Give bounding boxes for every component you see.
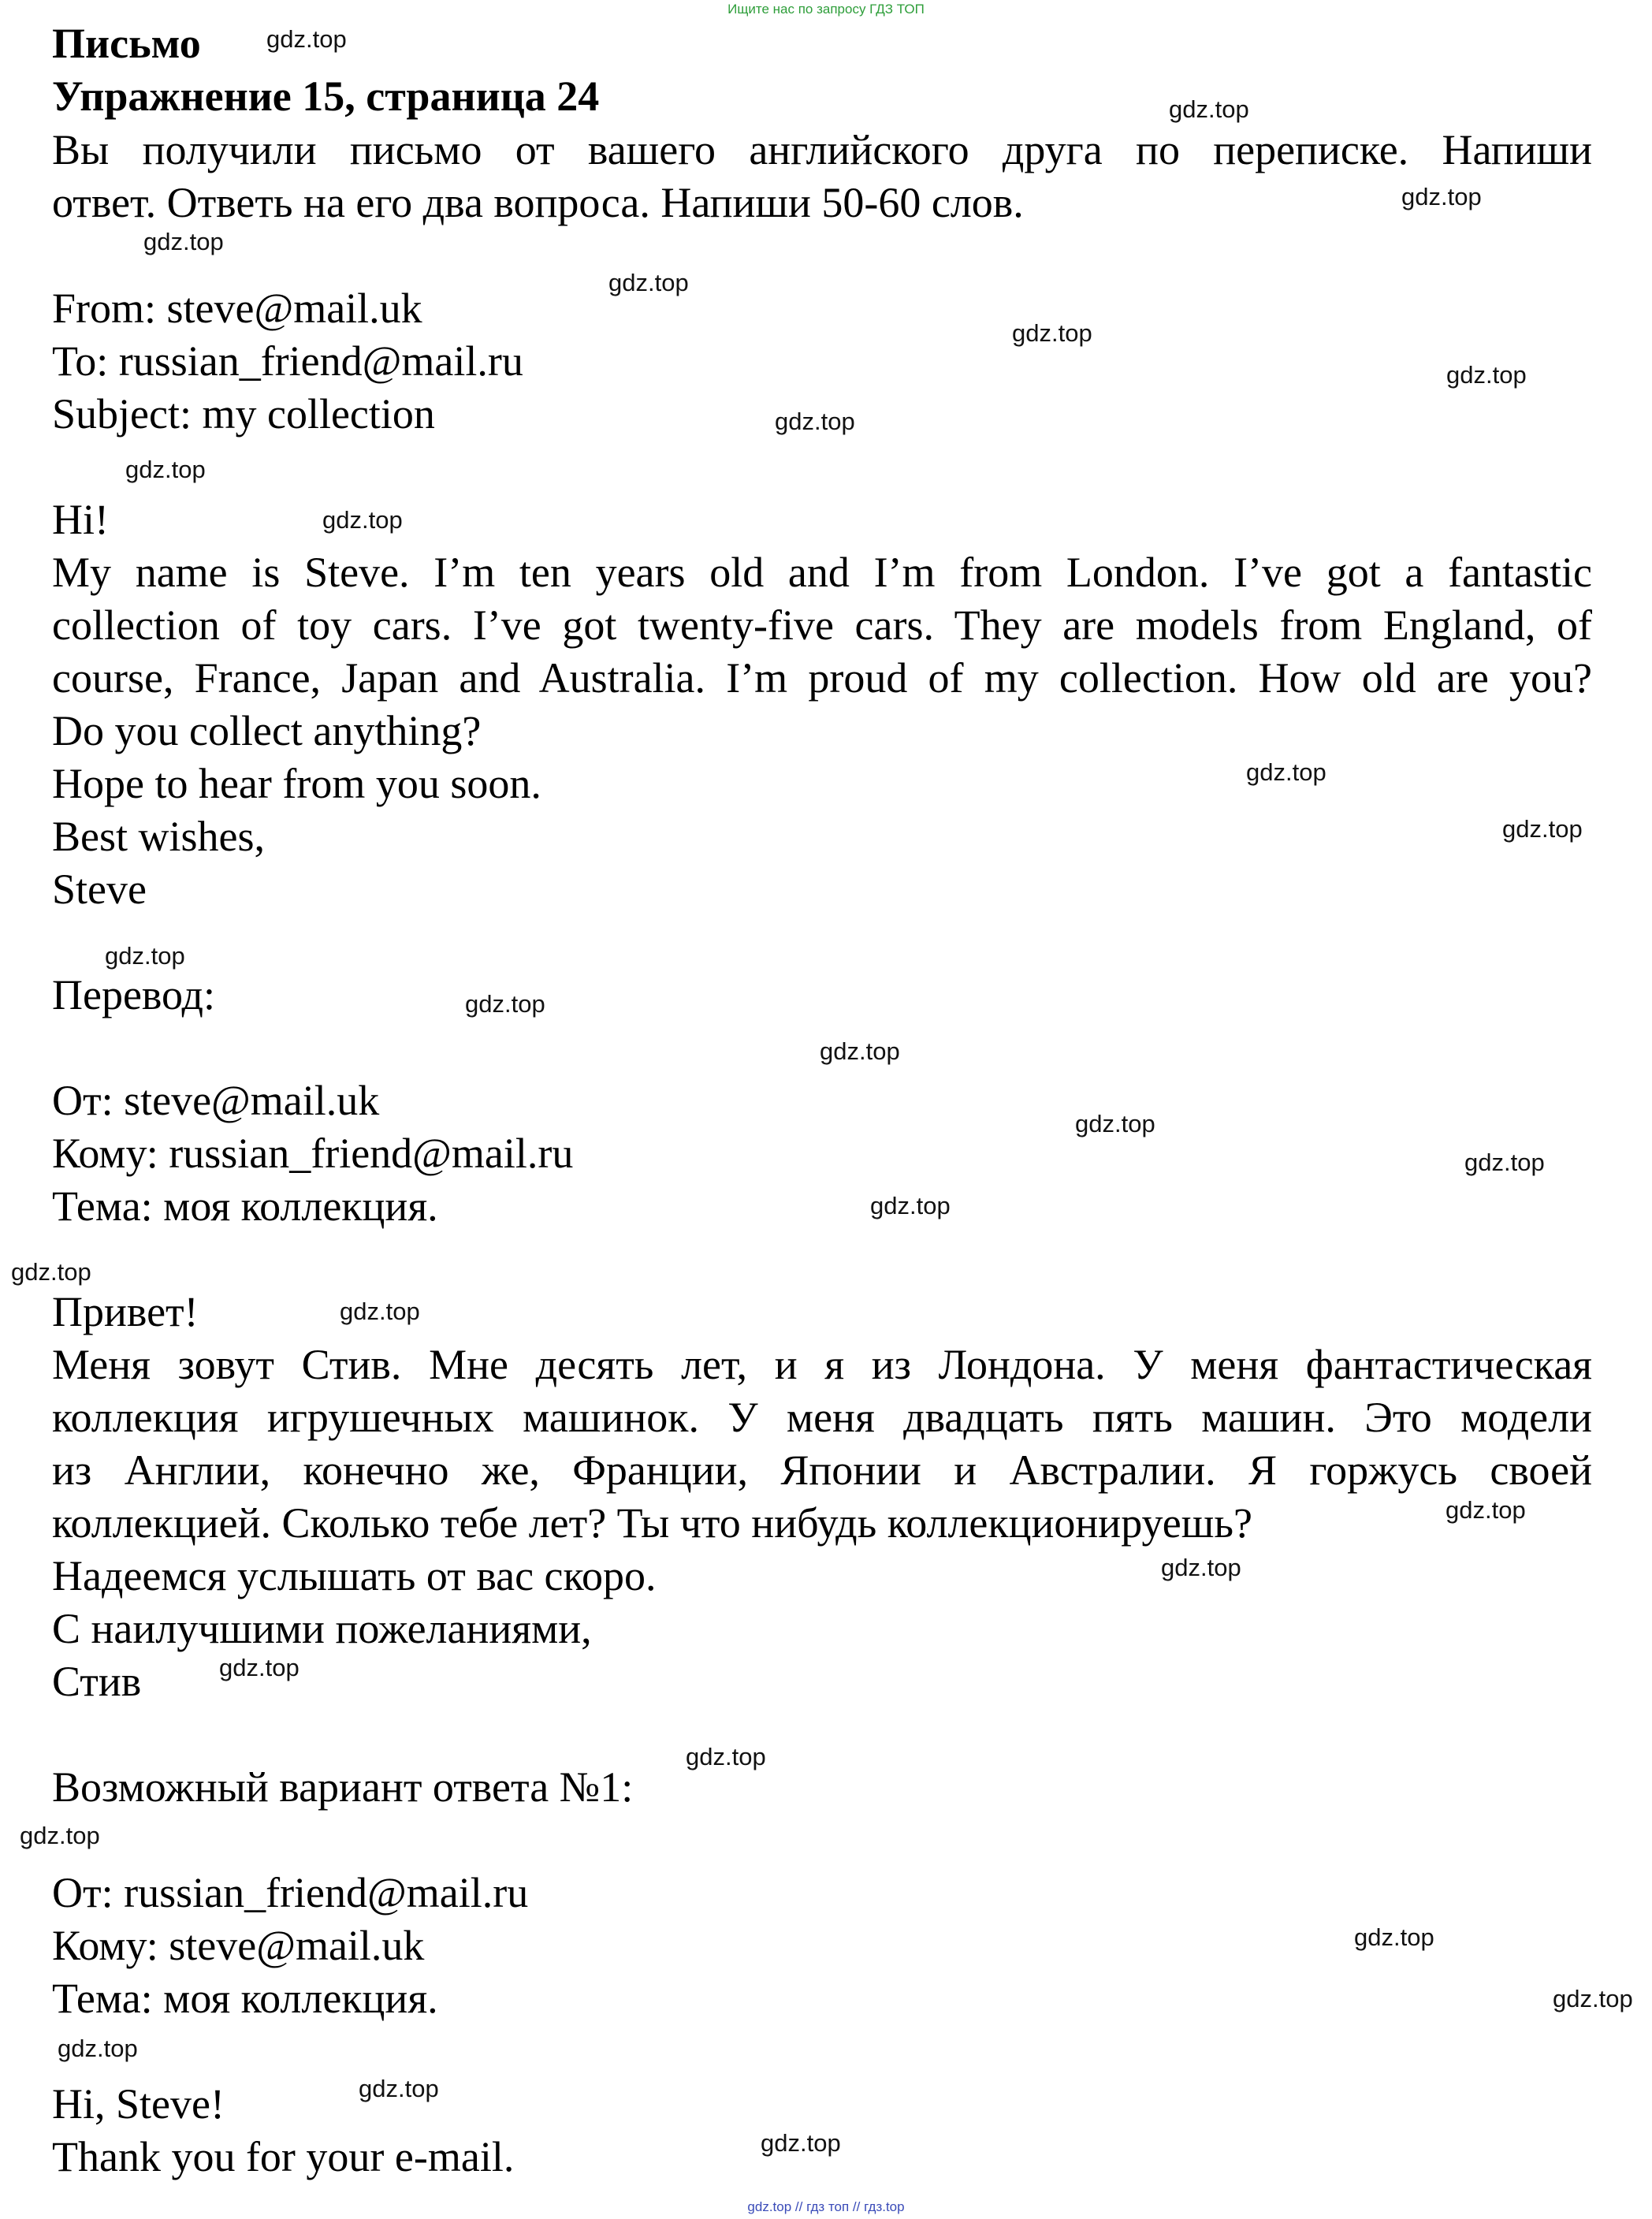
watermark: gdz.top	[1354, 1923, 1434, 1951]
watermark: gdz.top	[322, 506, 403, 534]
answer-greeting: Hi, Steve!	[52, 2080, 225, 2128]
watermark: gdz.top	[775, 408, 855, 435]
watermark: gdz.top	[1464, 1149, 1545, 1176]
email-en-body-line: My name is Steve. I’m ten years old and I’m from London. I’ve got a fantastic	[52, 549, 1592, 596]
watermark: gdz.top	[20, 1822, 100, 1849]
watermark: gdz.top	[608, 269, 689, 296]
watermark: gdz.top	[761, 2129, 841, 2157]
email-ru-closing: Надеемся услышать от вас скоро.	[52, 1552, 657, 1599]
watermark: gdz.top	[1161, 1554, 1241, 1581]
email-ru-body-line: Меня зовут Стив. Мне десять лет, и я из Лондона. У меня фантастическая	[52, 1341, 1592, 1388]
page-title: Письмо	[52, 20, 201, 67]
email-ru-body-line: коллекцией. Сколько тебе лет? Ты что нибудь коллекционируешь?	[52, 1499, 1252, 1547]
watermark: gdz.top	[11, 1258, 91, 1286]
watermark: gdz.top	[1446, 1496, 1526, 1524]
email-en-signoff: Best wishes,	[52, 813, 265, 860]
watermark: gdz.top	[820, 1037, 900, 1065]
email-en-name: Steve	[52, 866, 147, 913]
watermark: gdz.top	[1502, 815, 1583, 843]
watermark: gdz.top	[1169, 95, 1249, 123]
email-en-body	[52, 546, 1592, 758]
email-en-body-line: Do you collect anything?	[52, 707, 482, 754]
email-ru-subject: Тема: моя коллекция.	[52, 1182, 438, 1230]
watermark: gdz.top	[359, 2075, 439, 2102]
email-ru-to: Кому: russian_friend@mail.ru	[52, 1130, 574, 1177]
translation-label: Перевод:	[52, 971, 215, 1018]
watermark: gdz.top	[1075, 1110, 1155, 1137]
answer-from: От: russian_friend@mail.ru	[52, 1869, 529, 1916]
email-en-greeting: Hi!	[52, 496, 109, 543]
answer-subject: Тема: моя коллекция.	[52, 1975, 438, 2022]
email-en-body-line: collection of toy cars. I’ve got twenty-five cars. They are models from England, of	[52, 601, 1592, 649]
answer-line: Thank you for your e-mail.	[52, 2133, 515, 2180]
watermark: gdz.top	[58, 2035, 138, 2062]
email-en-from: From: steve@mail.uk	[52, 285, 422, 332]
watermark: gdz.top	[1401, 183, 1482, 210]
watermark: gdz.top	[870, 1192, 951, 1219]
email-ru-body	[52, 1338, 1592, 1550]
task-text	[52, 124, 1592, 229]
top-banner: Ищите нас по запросу ГДЗ ТОП	[727, 2, 925, 17]
watermark: gdz.top	[125, 456, 206, 483]
email-en-closing: Hope to hear from you soon.	[52, 760, 541, 807]
answer-to: Кому: steve@mail.uk	[52, 1922, 425, 1969]
email-en-body-line: course, France, Japan and Australia. I’m proud of my collection. How old are you?	[52, 654, 1592, 702]
email-ru-body-line: коллекция игрушечных машинок. У меня двадцать пять машин. Это модели	[52, 1394, 1592, 1441]
exercise-heading: Упражнение 15, страница 24	[52, 73, 600, 120]
email-ru-from: От: steve@mail.uk	[52, 1077, 380, 1124]
watermark: gdz.top	[465, 990, 545, 1018]
email-en-to: To: russian_friend@mail.ru	[52, 337, 523, 385]
email-ru-name: Стив	[52, 1658, 142, 1705]
watermark: gdz.top	[266, 25, 347, 53]
email-en-subject: Subject: my collection	[52, 390, 435, 437]
watermark: gdz.top	[105, 942, 185, 970]
watermark: gdz.top	[1553, 1985, 1633, 2012]
task-line: ответ. Ответь на его два вопроса. Напиши 50-60 слов.	[52, 179, 1024, 226]
watermark: gdz.top	[1246, 758, 1326, 786]
watermark: gdz.top	[1446, 361, 1527, 389]
watermark: gdz.top	[686, 1743, 766, 1770]
footer-banner: gdz.top // гдз топ // гдз.top	[747, 2199, 905, 2214]
email-ru-greeting: Привет!	[52, 1288, 199, 1335]
email-ru-body-line: из Англии, конечно же, Франции, Японии и Австралии. Я горжусь своей	[52, 1446, 1592, 1494]
watermark: gdz.top	[340, 1298, 420, 1325]
task-line: Вы получили письмо от вашего английского друга по переписке. Напиши	[52, 126, 1592, 173]
watermark: gdz.top	[143, 228, 224, 255]
answer-label: Возможный вариант ответа №1:	[52, 1763, 634, 1811]
email-ru-signoff: С наилучшими пожеланиями,	[52, 1605, 592, 1652]
watermark: gdz.top	[1012, 319, 1092, 347]
watermark: gdz.top	[219, 1654, 300, 1681]
